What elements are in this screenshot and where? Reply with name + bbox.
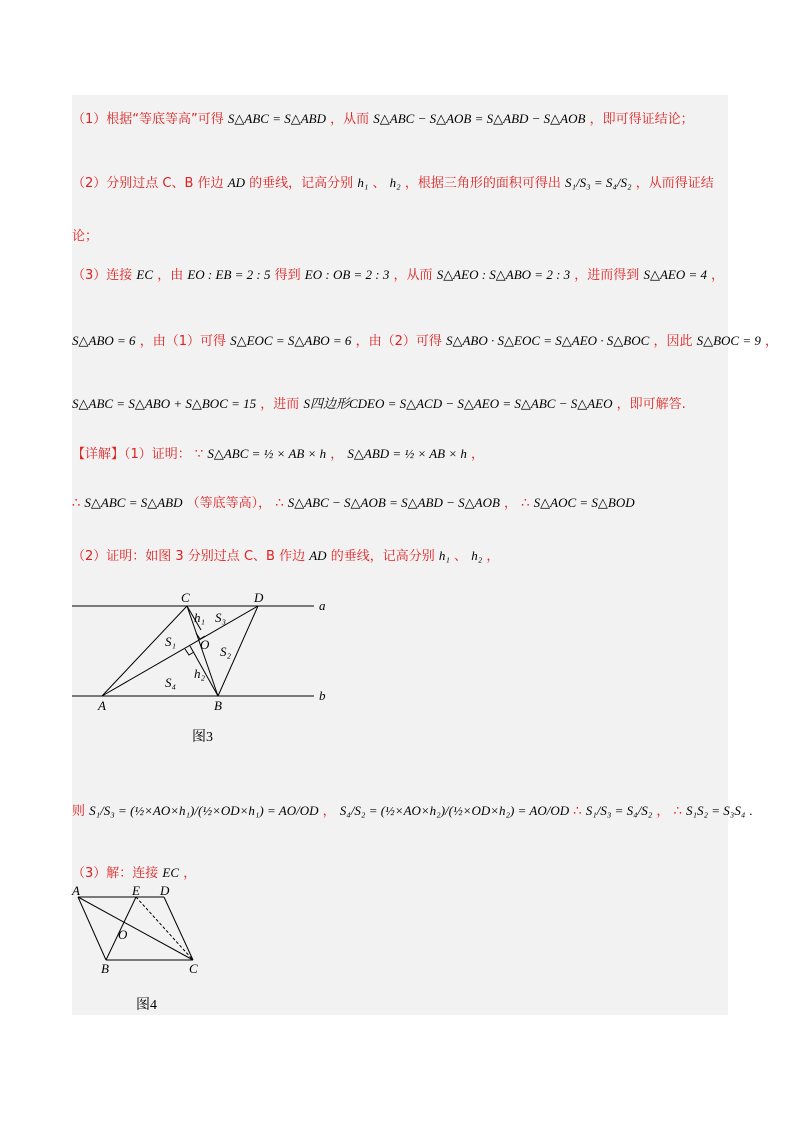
analysis-text: ，进而 — [260, 397, 300, 412]
therefore-symbol: ∴ — [72, 496, 81, 511]
analysis-text: ，从而 — [330, 112, 370, 127]
analysis-text: ，由 — [157, 268, 184, 283]
analysis-line-3 — [72, 225, 728, 244]
label-S1: S₁ — [165, 634, 177, 649]
analysis-line-6 — [72, 393, 728, 412]
math-expression: S₁/S₃ = S₄/S₂ — [585, 803, 653, 818]
segment-AC — [78, 897, 193, 960]
label-C: C — [189, 961, 198, 976]
analysis-text: 、 — [372, 176, 386, 191]
figure-4-caption: 图4 — [136, 998, 157, 1013]
analysis-text: ，即可解答. — [616, 397, 686, 412]
math-expression: S△ABO · S△EOC = S△AEO · S△BOC — [445, 333, 650, 348]
segment-AD — [102, 606, 258, 696]
label-D: D — [160, 884, 170, 898]
label-E: E — [132, 884, 140, 898]
analysis-text: 得到 — [274, 268, 301, 283]
math-expression: S△ABD = ½ × AB × h — [347, 446, 467, 461]
detail-line-1 — [72, 443, 728, 462]
therefore-symbol: ∴ — [521, 496, 530, 511]
math-expression: EO : EB = 2 : 5 — [187, 267, 271, 282]
analysis-text: （3）连接 — [72, 268, 133, 283]
detail-text: （3）解：连接 — [72, 866, 159, 881]
analysis-text: 论； — [72, 229, 99, 244]
label-A: A — [72, 884, 80, 898]
label-A: A — [98, 698, 106, 713]
math-expression: S₁/S₃ = S₄/S₂ — [564, 175, 632, 190]
segment-DC — [164, 897, 193, 960]
label-B: B — [214, 698, 222, 713]
math-expression: S△ABO = 6 — [72, 333, 136, 348]
math-expression: S₁S₂ = S₃S₄ — [686, 803, 746, 818]
detail-text: 、 — [454, 549, 468, 564]
detail-text: ， — [656, 804, 670, 819]
analysis-line-2 — [72, 172, 728, 191]
label-O: O — [118, 927, 128, 942]
analysis-text: 的垂线，记高分别 — [249, 176, 354, 191]
detail-text: ， — [471, 447, 485, 462]
label-C: C — [181, 590, 190, 605]
analysis-line-1 — [72, 108, 728, 127]
therefore-symbol: ∴ — [573, 804, 582, 819]
detail-text: ， — [330, 447, 344, 462]
detail-text: . — [749, 803, 753, 818]
analysis-text: ，从而 — [393, 268, 433, 283]
math-expression: AD — [227, 175, 246, 190]
analysis-text: ，由（2）可得 — [355, 334, 442, 349]
detail-text: （等底等高）， — [186, 496, 272, 511]
therefore-symbol: ∴ — [673, 804, 682, 819]
math-expression: S△BOC = 9 — [696, 333, 761, 348]
detail-text: ， — [322, 804, 336, 819]
math-expression: S₁/S₃ = (½×AO×h₁)/(½×OD×h₁) = AO/OD — [89, 803, 319, 818]
analysis-text: ， — [765, 334, 779, 349]
math-expression: S△ABC − S△AOB = S△ABD − S△AOB — [287, 495, 500, 510]
math-expression: S△ABC = S△ABO + S△BOC = 15 — [72, 396, 257, 411]
analysis-text: ，因此 — [653, 334, 693, 349]
math-expression: h₂ — [389, 175, 401, 190]
figure-3-diagram — [72, 590, 342, 715]
analysis-text: （1）根据“等底等高”可得 — [72, 112, 224, 127]
label-S2: S₂ — [220, 644, 232, 659]
detail-text: ， — [486, 549, 500, 564]
figure-3-caption: 图3 — [192, 730, 213, 745]
math-expression: S四边形CDEO = S△ACD − S△AEO = S△ABC − S△AEO — [303, 396, 613, 411]
label-S4: S₄ — [165, 675, 177, 690]
label-D: D — [254, 590, 264, 605]
label-b: b — [319, 688, 326, 703]
detail-text: （2）证明：如图 3 分别过点 C、B 作边 — [72, 549, 306, 564]
detail-text: ， — [504, 496, 518, 511]
math-expression: S△ABC − S△AOB = S△ABD − S△AOB — [373, 111, 586, 126]
math-expression: S△AEO = 4 — [643, 267, 707, 282]
detail-text: 则 — [72, 804, 86, 819]
analysis-text: （2）分别过点 C、B 作边 — [72, 176, 224, 191]
because-symbol: ∵ — [194, 447, 204, 462]
math-expression: S△AEO : S△ABO = 2 : 3 — [436, 267, 571, 282]
segment-EC-dashed — [136, 897, 193, 960]
therefore-symbol: ∴ — [275, 496, 284, 511]
label-B: B — [101, 961, 109, 976]
label-h1: h₁ — [194, 610, 206, 625]
analysis-text: ，即可得证结论； — [589, 112, 694, 127]
detail-line-4 — [72, 800, 753, 819]
detail-text: 的垂线，记高分别 — [330, 549, 435, 564]
detail-text: ， — [183, 866, 197, 881]
math-expression: EO : OB = 2 : 3 — [304, 267, 390, 282]
analysis-line-5 — [72, 330, 779, 349]
detail-line-3 — [72, 545, 728, 564]
math-expression: S△EOC = S△ABO = 6 — [230, 333, 352, 348]
math-expression: S△ABC = S△ABD — [84, 495, 183, 510]
analysis-text: ，进而得到 — [574, 268, 640, 283]
segment-AB — [78, 897, 106, 960]
math-expression: S△ABC = ½ × AB × h — [207, 446, 327, 461]
math-expression: S△AOC = S△BOD — [533, 495, 635, 510]
analysis-text: ，根据三角形的面积可得出 — [404, 176, 561, 191]
analysis-text: ，从而得证结 — [635, 176, 714, 191]
math-expression: S₄/S₂ = (½×AO×h₂)/(½×OD×h₂) = AO/OD — [339, 803, 570, 818]
label-a: a — [319, 598, 326, 613]
math-expression: AD — [309, 548, 327, 563]
figure-4-diagram — [70, 884, 210, 976]
math-expression: EC — [136, 267, 154, 282]
math-expression: S△ABC = S△ABD — [227, 111, 326, 126]
label-O: O — [200, 637, 210, 652]
math-expression: h₁ — [438, 548, 450, 563]
math-expression: EC — [162, 865, 180, 880]
math-expression: h₁ — [357, 175, 369, 190]
math-expression: h₂ — [471, 548, 483, 563]
analysis-text: ，由（1）可得 — [139, 334, 226, 349]
detail-text: 【详解】（1）证明： — [72, 447, 191, 462]
analysis-line-4 — [72, 264, 728, 283]
label-S3: S₃ — [215, 610, 227, 625]
detail-line-5 — [72, 862, 728, 881]
label-h2: h₂ — [194, 666, 206, 681]
analysis-text: ， — [711, 268, 725, 283]
detail-line-2 — [72, 492, 728, 511]
